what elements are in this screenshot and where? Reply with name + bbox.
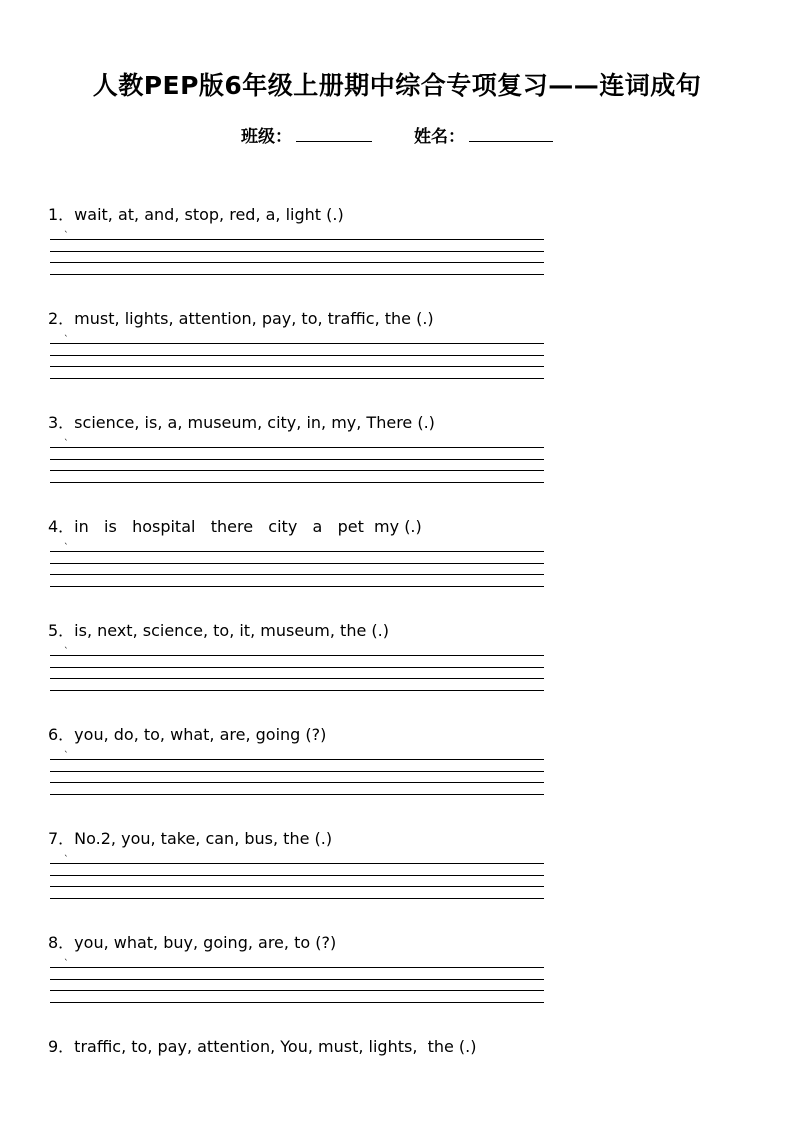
answer-lines[interactable] [50, 647, 544, 701]
answer-line [50, 655, 544, 656]
answer-line [50, 863, 544, 864]
answer-line [50, 459, 544, 460]
answer-lines[interactable] [50, 439, 544, 493]
question-text: 9．traffic, to, pay, attention, You, must, lights, the (.) [48, 1037, 477, 1056]
question-text: 1．wait, at, and, stop, red, a, light (.) [48, 205, 344, 224]
answer-line [50, 678, 544, 679]
answer-line [50, 366, 544, 367]
answer-lines[interactable] [50, 751, 544, 805]
answer-line [50, 759, 544, 760]
question-4 [48, 517, 548, 597]
answer-line [50, 239, 544, 240]
writing-mark: ˋ [64, 959, 69, 969]
page-title: 人教PEP版6年级上册期中综合专项复习——连词成句 [92, 71, 702, 100]
answer-line [50, 979, 544, 980]
question-text: 4．in is hospital there city a pet my (.) [48, 517, 422, 536]
answer-line [50, 886, 544, 887]
answer-lines[interactable] [50, 543, 544, 597]
question-9 [48, 1037, 548, 1057]
answer-line [50, 251, 544, 252]
writing-mark: ˋ [64, 751, 69, 761]
class-label: 班级： [241, 127, 293, 147]
answer-line [50, 378, 544, 379]
answer-lines[interactable] [50, 231, 544, 285]
answer-line [50, 667, 544, 668]
question-text: 5．is, next, science, to, it, museum, the (.) [48, 621, 389, 640]
question-text: 2．must, lights, attention, pay, to, traffic, the (.) [48, 309, 434, 328]
writing-mark: ˋ [64, 855, 69, 865]
answer-line [50, 447, 544, 448]
answer-line [50, 574, 544, 575]
question-2 [48, 309, 548, 389]
answer-line [50, 794, 544, 795]
answer-lines[interactable] [50, 959, 544, 1013]
class-field[interactable] [241, 122, 372, 147]
question-5 [48, 621, 548, 701]
answer-line [50, 482, 544, 483]
question-8 [48, 933, 548, 1013]
question-1 [48, 205, 548, 285]
writing-mark: ˋ [64, 335, 69, 345]
answer-line [50, 1002, 544, 1003]
answer-line [50, 563, 544, 564]
question-6 [48, 725, 548, 805]
writing-mark: ˋ [64, 647, 69, 657]
answer-lines[interactable] [50, 335, 544, 389]
name-field[interactable] [414, 122, 553, 147]
class-blank[interactable] [296, 125, 372, 142]
writing-mark: ˋ [64, 543, 69, 553]
question-7 [48, 829, 548, 909]
question-text: 8．you, what, buy, going, are, to (?) [48, 933, 337, 952]
answer-line [50, 262, 544, 263]
answer-line [50, 343, 544, 344]
answer-line [50, 274, 544, 275]
answer-line [50, 470, 544, 471]
answer-lines[interactable] [50, 855, 544, 909]
answer-line [50, 990, 544, 991]
answer-line [50, 355, 544, 356]
answer-line [50, 875, 544, 876]
question-text: 6．you, do, to, what, are, going (?) [48, 725, 327, 744]
answer-line [50, 551, 544, 552]
answer-line [50, 967, 544, 968]
name-blank[interactable] [469, 125, 553, 142]
writing-mark: ˋ [64, 231, 69, 241]
answer-line [50, 782, 544, 783]
writing-mark: ˋ [64, 439, 69, 449]
answer-line [50, 690, 544, 691]
answer-line [50, 771, 544, 772]
question-3 [48, 413, 548, 493]
question-text: 7．No.2, you, take, can, bus, the (.) [48, 829, 333, 848]
question-text: 3．science, is, a, museum, city, in, my, There (.) [48, 413, 435, 432]
answer-line [50, 586, 544, 587]
answer-line [50, 898, 544, 899]
name-label: 姓名： [413, 127, 465, 147]
student-info [0, 122, 794, 147]
